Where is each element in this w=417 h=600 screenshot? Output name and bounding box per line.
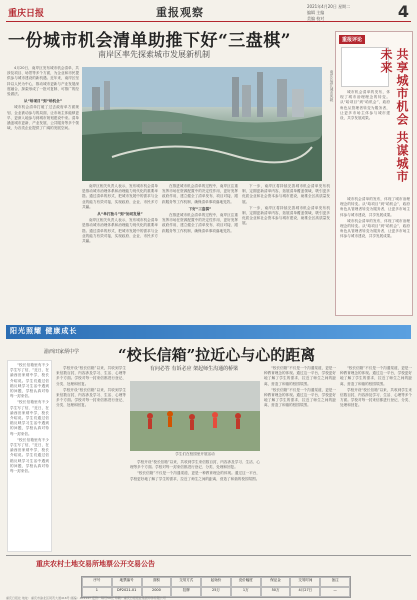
table-cell: 交易时间: [290, 577, 320, 587]
page-header: [6, 2, 411, 22]
table-cell: 竞价幅度: [231, 577, 261, 587]
article2-subtitle: 有问必答 有诉必应 架起师生沟通的桥梁: [149, 366, 239, 372]
body-paragraph: 城市机会清单的发布，体现了城市治理理念的转变。从“给项目”到“给机会”，政府角色从管理者转变为服务者，让更多市场主体参与城市建设，共享发展成果。: [340, 197, 410, 217]
masthead-logo: 重庆日报: [8, 9, 45, 19]
table-cell: 备注: [320, 577, 350, 587]
article2-left-box: [7, 360, 52, 552]
table-cell: 起始价: [201, 577, 231, 587]
table-cell: 面积: [142, 577, 172, 587]
body-paragraph: 在推进城市机会清单的过程中，南岸区注重发挥市场在资源配置中的决定性作用，更好发挥政府作用，建立健全了清单发布、项目对接、跟踪服务等工作机制，确保清单事项落地见效。: [162, 213, 238, 233]
article-column-4: [242, 184, 330, 321]
body-paragraph: “校长信箱”不仅是一个沟通渠道，更是一种教育理念的体现。通过这一平台，学校更好地了解了学生的需求，拉近了师生之间的距离，营造了和谐的校园氛围。: [130, 471, 260, 481]
article-headline: 一份城市机会清单助推下好“三盘棋”: [8, 31, 292, 51]
table-cell: 地票编号: [112, 577, 142, 587]
table-cell: —: [320, 587, 350, 597]
article-column-2: [82, 184, 158, 321]
body-paragraph: 学校开设“校长信箱”以来，共收到学生来信数百封，内容涉及学习、生活、心理等多个方面。学校对每一封来信都进行登记、分类、处理和回复。: [130, 460, 260, 470]
skyline-illustration: [82, 67, 322, 181]
section-subtitle: 从“单打独斗”到“协同发展”: [97, 212, 143, 217]
banner-title: 阳光照耀 健康成长: [10, 327, 78, 335]
section-banner: [6, 325, 411, 339]
date-info: [307, 4, 387, 22]
students-illustration: [130, 381, 260, 451]
notice-table: [81, 576, 351, 598]
body-paragraph: “校长信箱”不仅是一个沟通渠道，更是一种教育理念的体现。通过这一平台，学校更好地了解了学生的需求，拉近了师生之间的距离，营造了和谐的校园氛围。: [340, 366, 412, 386]
table-cell: 25万: [201, 587, 231, 597]
article2-column-1: [56, 366, 126, 552]
article2-column-4: [340, 366, 412, 552]
body-paragraph: 4月20日，南岸区发布城市机会清单，共涉及项目、场景等多个方面，为企业和市民提供参与城市建设的新机遇。近年来，南岸区坚持以人民为中心，推动城市更新与产业发展深度融合，探索形成了一批可复制、可推广的经验做法。: [7, 66, 79, 97]
body-paragraph: 学校开设“校长信箱”以来，共收到学生来信数百封，内容涉及学习、生活、心理等多个方面。学校对每一封来信都进行登记、分类、处理和回复。: [340, 387, 412, 408]
body-paragraph: 城市机会清单的发布，体现了城市治理理念的转变。从“给项目”到“给机会”，政府角色从管理者转变为服务者，让更多市场主体参与城市建设，共享发展成果。: [340, 218, 410, 239]
table-cell: 序号: [82, 577, 112, 587]
body-paragraph: 在推进城市机会清单的过程中，南岸区注重发挥市场在资源配置中的决定性作用，更好发挥政府作用，建立健全了清单发布、项目对接、跟踪服务等工作机制，确保清单事项落地见效。: [162, 184, 238, 204]
body-paragraph: 城市机会清单打破了过去政府单方面规划、企业被动参与的局面，让市场主体能够更早、更深入地参与到城市规划建设中来。清单涵盖城市更新、产业发展、公共服务等多个领域，为各类企业提供了广阔的发展空间。: [7, 105, 79, 131]
body-paragraph: “校长信箱”不仅是一个沟通渠道，更是一种教育理念的体现。通过这一平台，学校更好地了解了学生的需求，拉近了师生之间的距离，营造了和谐的校园氛围。: [264, 387, 336, 408]
commentary-tag: 重报评论: [339, 35, 365, 44]
body-paragraph: 下一步，南岸区将持续完善城市机会清单发布机制，定期更新清单内容，拓展清单覆盖领域，吸引更多优质企业和社会资本参与城市建设，助推全区高质量发展。: [242, 184, 330, 204]
body-paragraph: “校长信箱里有不少学生写了信，”近日，在渝西田家炳中学，校长介绍说。学生们通过信箱反映学习生活中遇到的问题，学校认真对待每一封来信。: [10, 437, 49, 474]
body-paragraph: 学校开设“校长信箱”以来，共收到学生来信数百封，内容涉及学习、生活、心理等多个方面。学校对每一封来信都进行登记、分类、处理和回复。: [56, 387, 126, 408]
body-paragraph: “校长信箱里有不少学生写了信，”近日，在渝西田家炳中学，校长介绍说。学生们通过信箱反映学习生活中遇到的问题，学校认真对待每一封来信。: [10, 363, 49, 399]
section-subtitle: 下好“三盘棋”: [188, 206, 212, 211]
article2-kicker: 渝西田家炳中学: [44, 349, 80, 355]
body-paragraph: 下一步，南岸区将持续完善城市机会清单发布机制，定期更新清单内容，拓展清单覆盖领域，吸引更多优质企业和社会资本参与城市建设，助推全区高质量发展。: [242, 205, 330, 226]
imprint-line: 重庆日报社 地址：重庆市渝北区同茂大道416号 邮编：401147 定价：每月50元 印刷：重庆日报报业集团印务有限公司: [6, 596, 166, 600]
table-cell: 1: [82, 587, 112, 597]
date-line: 2021年4月20日 星期二: [307, 4, 351, 9]
article-column-3: [162, 184, 238, 321]
table-cell: 50万: [261, 587, 291, 597]
designer-line: 美编 校对: [307, 16, 325, 21]
page-number: 4: [397, 2, 409, 21]
school-photo: [130, 381, 260, 451]
table-cell: 保证金: [261, 577, 291, 587]
article-column-1: [7, 66, 79, 321]
commentary-body-top: [340, 90, 390, 190]
school-photo-caption: 学生们在校园里开展活动: [175, 452, 215, 456]
body-paragraph: 南岸区相关负责人表示，发布城市机会清单是推动城市治理体系和治理能力现代化的重要举措。通过清单的形式，把城市发展中的需求与企业的能力有效对接，实现政府、企业、市民多方共赢。: [82, 184, 158, 209]
body-paragraph: 南岸区相关负责人表示，发布城市机会清单是推动城市治理体系和治理能力现代化的重要举措。通过清单的形式，把城市发展中的需求与企业的能力有效对接，实现政府、企业、市民多方共赢。: [82, 218, 158, 244]
section-title: 重报观察: [156, 6, 204, 19]
body-paragraph: “校长信箱”不仅是一个沟通渠道，更是一种教育理念的体现。通过这一平台，学校更好地了解了学生的需求，拉近了师生之间的距离，营造了和谐的校园氛围。: [264, 366, 336, 386]
article-subheadline: 南岸区率先探索城市发展新机制: [98, 50, 210, 59]
table-cell: 1万: [231, 587, 261, 597]
table-cell: 4月27日: [290, 587, 320, 597]
city-photo: [82, 67, 322, 181]
notice-title: 重庆农村土地交易所地票公开交易公告: [36, 560, 155, 568]
body-paragraph: “校长信箱里有不少学生写了信，”近日，在渝西田家炳中学，校长介绍说。学生们通过信箱反映学习生活中遇到的问题，学校认真对待每一封来信。: [10, 400, 49, 436]
body-paragraph: 城市机会清单的发布，体现了城市治理理念的转变。从“给项目”到“给机会”，政府角色从管理者转变为服务者，让更多市场主体参与城市建设，共享发展成果。: [340, 90, 390, 121]
article2-column-2: [130, 460, 260, 552]
photo-caption: 南岸区滨江城市风貌: [330, 70, 334, 102]
editor-line: 编辑 主编: [307, 10, 325, 15]
table-cell: 交易方式: [171, 577, 201, 587]
commentary-title: 共享城市机会 共谋城市未来: [379, 48, 409, 184]
land-exchange-notice: [6, 555, 411, 600]
section-subtitle: 从“给项目”到“给机会”: [23, 99, 63, 104]
commentary-sidebar: [335, 31, 413, 316]
table-cell: 挂牌: [171, 587, 201, 597]
table-cell: 2000: [142, 587, 172, 597]
table-cell: DP2021-01: [112, 587, 142, 597]
body-paragraph: 学校开设“校长信箱”以来，共收到学生来信数百封，内容涉及学习、生活、心理等多个方面。学校对每一封来信都进行登记、分类、处理和回复。: [56, 366, 126, 386]
commentary-body: [340, 197, 410, 312]
article2-headline: “校长信箱”拉近心与心的距离: [118, 346, 316, 364]
article2-column-3: [264, 366, 336, 552]
